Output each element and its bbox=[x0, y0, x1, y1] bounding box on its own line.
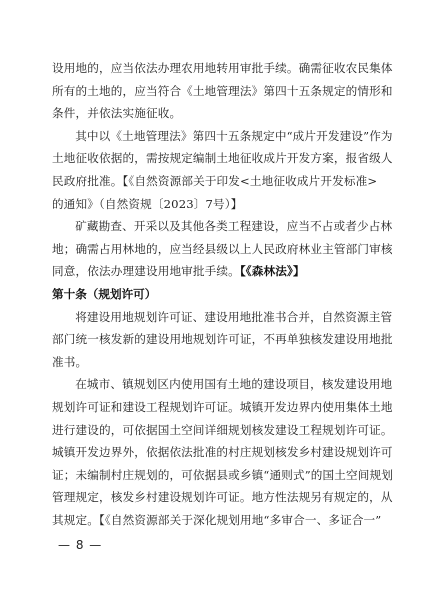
text-line: 准书。 bbox=[52, 354, 88, 369]
text-line: 其规定。【《自然资源部关于深化规划用地“多审合一、多证合一” bbox=[52, 512, 382, 527]
text-line: 部门统一核发新的建设用地规划许可证，不再单独核发建设用地批 bbox=[52, 332, 393, 347]
text-line: 矿藏勘查、开采以及其他各类工程建设，应当不占或者少占林 bbox=[75, 219, 393, 234]
document-body bbox=[52, 57, 393, 531]
paragraph-5 bbox=[52, 373, 393, 531]
paragraph-2 bbox=[52, 125, 393, 215]
text-line: 条件，并依法实施征收。 bbox=[52, 106, 182, 121]
paragraph-1 bbox=[52, 57, 393, 125]
citation-forest-law: 【《森林法》】 bbox=[239, 264, 305, 279]
section-heading: 第十条（规划许可） bbox=[52, 286, 157, 301]
text-line: 城镇开发边界外，依据依法批准的村庄规划核发乡村建设规划许可 bbox=[52, 445, 393, 460]
text-segment: 同意，依法办理建设用地审批手续。 bbox=[52, 264, 240, 279]
text-line: 土地征收依据的，需按规定编制土地征收成片开发方案，报省级人 bbox=[52, 151, 393, 166]
text-line: 在城市、镇规划区内使用国有土地的建设项目，核发建设用地 bbox=[75, 377, 393, 392]
text-line: 的通知》（自然资规〔2023〕7号）】 bbox=[52, 196, 243, 211]
text-line: 管理规定，核发乡村建设规划许可证。地方性法规另有规定的，从 bbox=[52, 490, 393, 505]
paragraph-4 bbox=[52, 306, 393, 374]
text-line: 民政府批准。【《自然资源部关于印发<土地征收成片开发标准> bbox=[52, 173, 378, 188]
paragraph-3 bbox=[52, 215, 393, 283]
text-line bbox=[52, 260, 382, 283]
text-line: 将建设用地规划许可证、建设用地批准书合并，自然资源主管 bbox=[75, 309, 393, 324]
text-line: 进行建设的，可依据国土空间详细规划核发建设工程规划许可证。 bbox=[52, 422, 393, 437]
text-line: 其中以《土地管理法》第四十五条规定中“成片开发建设”作为 bbox=[75, 128, 393, 143]
text-line: 所有的土地的，应当符合《土地管理法》第四十五条规定的情形和 bbox=[52, 83, 393, 98]
text-line: 证；未编制村庄规划的，可依据县或乡镇“通则式”的国土空间规划 bbox=[52, 467, 393, 482]
page-number: — 8 — bbox=[58, 538, 103, 552]
text-line: 规划许可证和建设工程规划许可证。城镇开发边界内使用集体土地 bbox=[52, 399, 393, 414]
text-line: 地；确需占用林地的，应当经县级以上人民政府林业主管部门审核 bbox=[52, 241, 393, 256]
text-line: 设用地的，应当依法办理农用地转用审批手续。确需征收农民集体 bbox=[52, 61, 393, 75]
